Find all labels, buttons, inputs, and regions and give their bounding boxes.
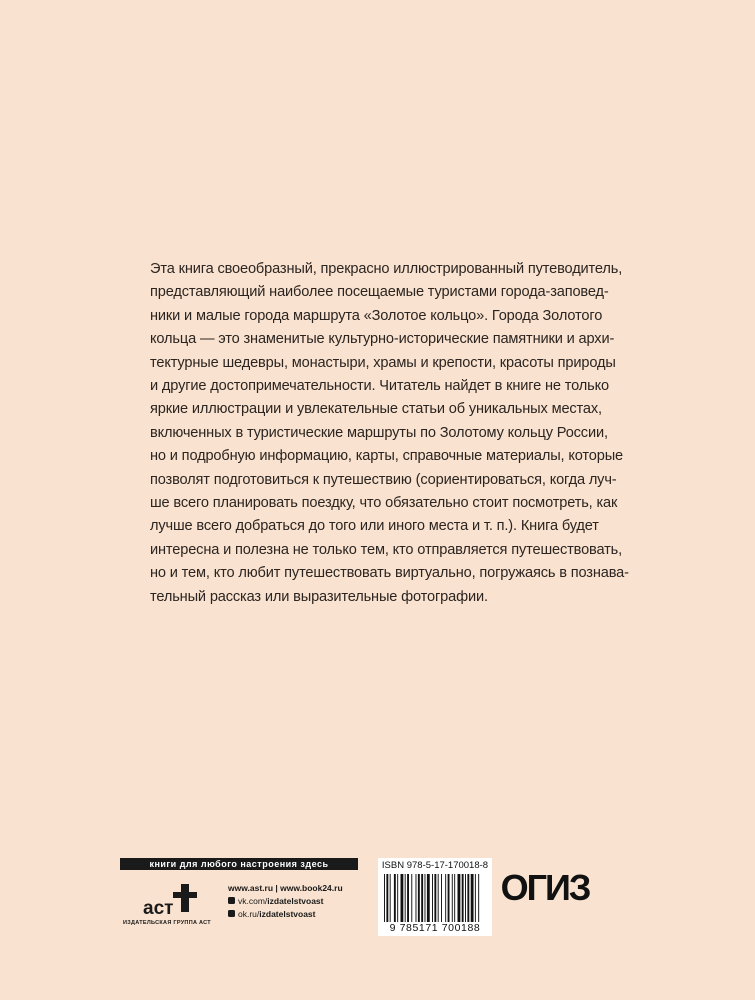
blurb-line: тельный рассказ или выразительные фотографии.	[150, 588, 488, 605]
publisher-websites[interactable]: www.ast.ru | www.book24.ru	[228, 882, 343, 893]
ogiz-logo-text: ОГИЗ	[500, 867, 590, 906]
barcode-bar	[421, 874, 423, 922]
blurb-line: но и тем, кто любит путешествовать виртуально, погружаясь в познава-	[150, 565, 629, 582]
barcode-bar	[427, 874, 430, 922]
barcode-bar	[405, 874, 406, 922]
blurb-line: представляющий наиболее посещаемые туристами города-заповед-	[150, 284, 609, 301]
publisher-caption: ИЗДАТЕЛЬСКАЯ ГРУППА АСТ	[123, 920, 211, 926]
ast-cross-mark	[173, 884, 197, 912]
barcode-bar	[411, 874, 412, 922]
barcode-bar	[454, 874, 455, 922]
vk-link[interactable]	[228, 894, 378, 907]
ok-link[interactable]	[228, 907, 378, 920]
barcode-bar	[458, 874, 461, 922]
vk-handle: izdatelstvoast	[267, 895, 324, 906]
barcode-bar	[438, 874, 439, 922]
barcode-bar	[401, 874, 404, 922]
publisher-slogan: книги для любого настроения здесь	[120, 858, 358, 870]
blurb-line: лучше всего добраться до того или иного места и т. п.). Книга будет	[150, 518, 599, 535]
blurb-line: Эта книга своеобразный, прекрасно иллюстрированный путеводитель,	[150, 261, 623, 277]
ast-logo-text: аст	[143, 898, 174, 919]
barcode-bar	[416, 874, 417, 922]
ok-icon	[228, 910, 235, 917]
barcode-bar	[386, 874, 388, 922]
blurb-line: кольца — это знаменитые культурно-исторические памятники и архи-	[150, 331, 615, 348]
barcode-bar	[425, 874, 426, 922]
barcode-bar	[462, 874, 464, 922]
ogiz-logo	[499, 866, 591, 906]
blurb-line: тектурные шедевры, монастыри, храмы и крепости, красоты природы	[150, 354, 616, 371]
barcode-bar	[448, 874, 450, 922]
barcode-bar	[465, 874, 466, 922]
barcode-bar	[445, 874, 446, 922]
barcode-bar	[441, 874, 442, 922]
barcode-bar	[434, 874, 436, 922]
barcode-bar	[467, 874, 469, 922]
barcode-bar	[432, 874, 433, 922]
blurb-line: позволят подготовиться к путешествию (сориентироваться, когда луч-	[150, 471, 617, 488]
blurb-line: но и подробную информацию, карты, справочные материалы, которые	[150, 448, 624, 465]
blurb-line: интересна и полезна не только тем, кто отправляется путешествовать,	[150, 541, 623, 558]
blurb-line: и другие достопримечательности. Читатель найдет в книге не только	[150, 378, 609, 395]
barcode-bars	[384, 874, 486, 922]
barcode-bar	[390, 874, 391, 922]
blurb-line: яркие иллюстрации и увлекательные статьи об уникальных местах,	[150, 401, 602, 418]
isbn-barcode	[378, 858, 492, 936]
vk-icon	[228, 897, 235, 904]
barcode-bar	[418, 874, 420, 922]
cover-blurb	[150, 258, 629, 609]
publisher-contacts	[228, 881, 378, 920]
barcode-digits: 9 785171 700188	[389, 922, 481, 934]
blurb-line: ше всего планировать поездку, что обязательно стоит посмотреть, как	[150, 495, 618, 512]
barcode-bar	[394, 874, 396, 922]
vk-prefix: vk.com/	[238, 895, 268, 906]
barcode-bar	[478, 874, 479, 922]
barcode-bar	[475, 874, 476, 922]
barcode-bar	[471, 874, 474, 922]
blurb-line: включенных в туристические маршруты по Золотому кольцу России,	[150, 424, 608, 441]
barcode-bar	[452, 874, 453, 922]
ok-prefix: ok.ru/	[238, 908, 260, 919]
isbn-text: ISBN 978-5-17-170018-8	[381, 860, 489, 871]
blurb-line: ники и малые города маршрута «Золотое кольцо». Города Золотого	[150, 307, 603, 324]
barcode-bar	[384, 874, 385, 922]
barcode-bar	[397, 874, 398, 922]
ast-logo	[137, 878, 207, 922]
barcode-bar	[407, 874, 409, 922]
ok-handle: izdatelstvoast	[259, 908, 316, 919]
